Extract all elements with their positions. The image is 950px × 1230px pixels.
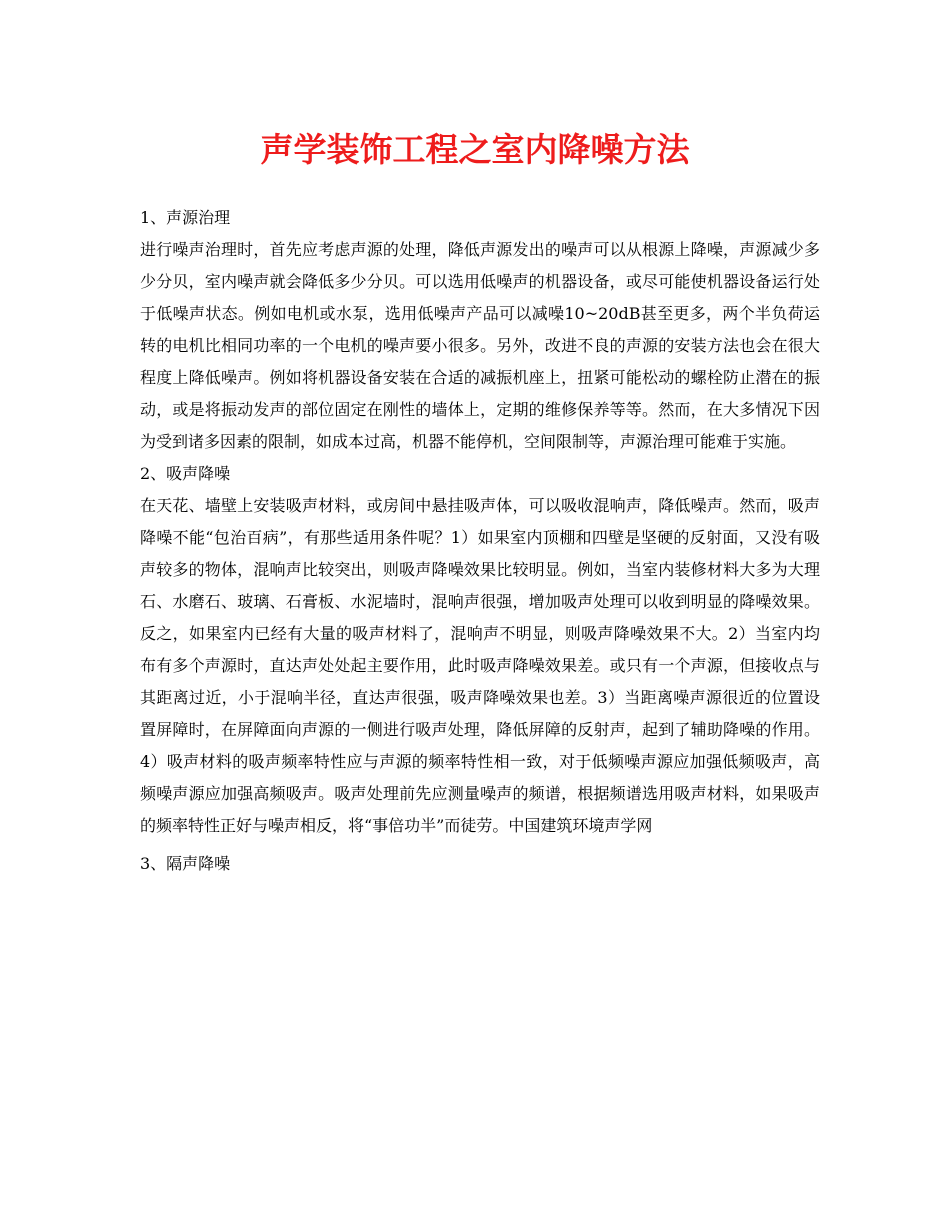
section-paragraph-2: 在天花、墙壁上安装吸声材料，或房间中悬挂吸声体，可以吸收混响声，降低噪声。然而，吸声降噪不能“包治百病”，有那些适用条件呢？1）如果室内顶棚和四壁是坚硬的反射面，又没有吸声较多的物体，混响声比较突出，则吸声降噪效果比较明显。例如，当室内装修材料大多为大理石、水磨石、玻璃、石膏板、水泥墙时，混响声很强，增加吸声处理可以收到明显的降噪效果。反之，如果室内已经有大量的吸声材料了，混响声不明显，则吸声降噪效果不大。2）当室内均布有多个声源时，直达声处处起主要作用，此时吸声降噪效果差。或只有一个声源，但接收点与其距离过近，小于混响半径，直达声很强，吸声降噪效果也差。3）当距离噪声源很近的位置设置屏障时，在屏障面向声源的一侧进行吸声处理，降低屏障的反射声，起到了辅助降噪的作用。4）吸声材料的吸声频率特性应与声源的频率特性相一致，对于低频噪声源应加强低频吸声，高频噪声源应加强高频吸声。吸声处理前先应测量噪声的频谱，根据频谱选用吸声材料，如果吸声的频率特性正好与噪声相反，将“事倍功半”而徒劳。中国建筑环境声学网: [140, 496, 820, 835]
document-body: [140, 202, 820, 880]
section-heading-1: 1、声源治理: [140, 208, 231, 227]
section-paragraph-1: 进行噪声治理时，首先应考虑声源的处理，降低声源发出的噪声可以从根源上降噪，声源减少多少分贝，室内噪声就会降低多少分贝。可以选用低噪声的机器设备，或尽可能使机器设备运行处于低噪声状态。例如电机或水泵，选用低噪声产品可以减噪10~20dB甚至更多，两个半负荷运转的电机比相同功率的一个电机的噪声要小很多。另外，改进不良的声源的安装方法也会在很大程度上降低噪声。例如将机器设备安装在合适的减振机座上，扭紧可能松动的螺栓防止潜在的振动，或是将振动发声的部位固定在刚性的墙体上，定期的维修保养等等。然而，在大多情况下因为受到诸多因素的限制，如成本过高，机器不能停机，空间限制等，声源治理可能难于实施。: [140, 240, 820, 451]
document-title: 声学装饰工程之室内降噪方法: [260, 130, 690, 169]
section-heading-3: 3、隔声降噪: [140, 854, 231, 873]
section-heading-2: 2、吸声降噪: [140, 464, 231, 483]
